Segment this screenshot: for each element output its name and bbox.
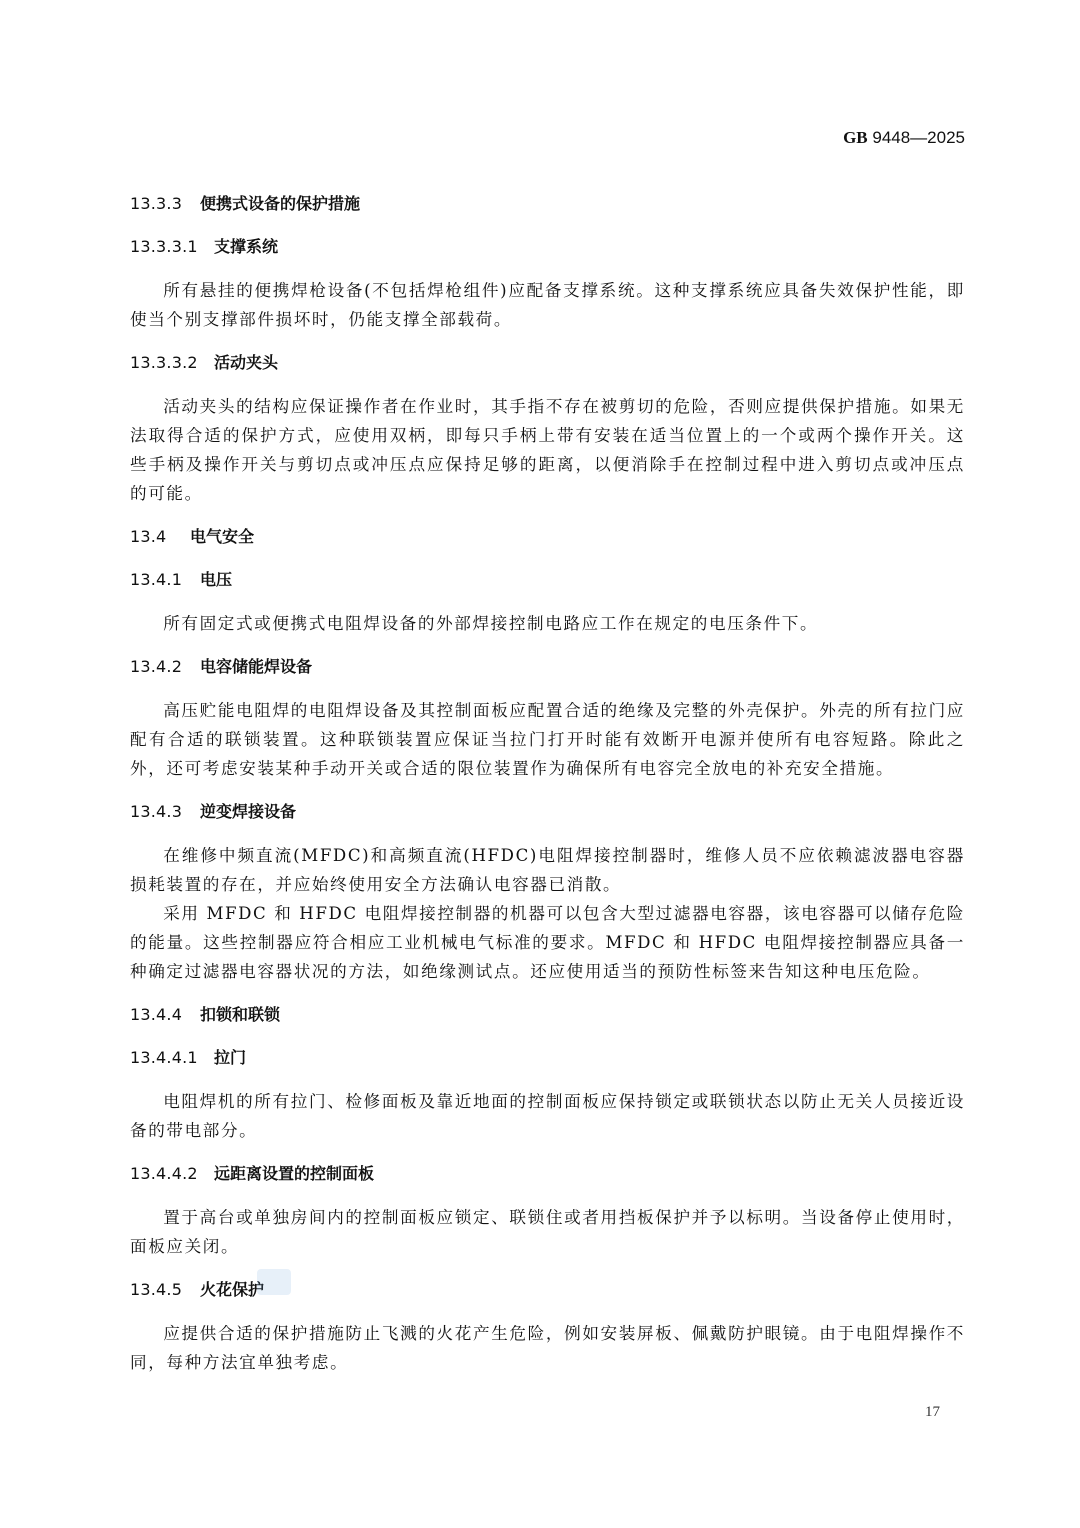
section-number: 13.4.1 — [130, 570, 183, 589]
section-number: 13.3.3 — [130, 194, 183, 213]
section-number: 13.3.3.1 — [130, 237, 198, 256]
paragraph: 在维修中频直流(MFDC)和高频直流(HFDC)电阻焊接控制器时，维修人员不应依赖滤波器电容器损耗装置的存在，并应始终使用安全方法确认电容器已消散。 — [130, 846, 965, 894]
paragraph: 应提供合适的保护措施防止飞溅的火花产生危险，例如安装屏板、佩戴防护眼镜。由于电阻焊操作不同，每种方法宜单独考虑。 — [130, 1324, 965, 1372]
paragraph: 所有固定式或便携式电阻焊设备的外部焊接控制电路应工作在规定的电压条件下。 — [163, 614, 819, 633]
section-heading — [130, 349, 965, 377]
section-heading — [130, 1044, 965, 1072]
section-title: 支撑系统 — [214, 237, 279, 256]
section-heading — [130, 653, 965, 681]
section-number: 13.4.4 — [130, 1005, 183, 1024]
document-body — [130, 190, 965, 1377]
standard-header — [843, 128, 965, 148]
section-title: 电压 — [200, 570, 233, 589]
paragraph: 电阻焊机的所有拉门、检修面板及靠近地面的控制面板应保持锁定或联锁状态以防止无关人员接近设备的带电部分。 — [130, 1092, 965, 1140]
section-number: 13.3.3.2 — [130, 353, 198, 372]
section-title: 电容储能焊设备 — [200, 657, 313, 676]
section-number: 13.4 — [130, 527, 167, 546]
section-heading — [130, 566, 965, 594]
section-number: 13.4.3 — [130, 802, 183, 821]
paragraph: 高压贮能电阻焊的电阻焊设备及其控制面板应配置合适的绝缘及完整的外壳保护。外壳的所有拉门应配有合适的联锁装置。这种联锁装置应保证当拉门打开时能有效断开电源并使所有电容短路。除此之外，还可考虑安装某种手动开关或合适的限位装置作为确保所有电容完全放电的补充安全措施。 — [130, 701, 965, 778]
standard-number: 9448—2025 — [872, 128, 965, 147]
section-heading — [130, 798, 965, 826]
section-heading — [130, 1160, 965, 1188]
section-title: 活动夹头 — [214, 353, 279, 372]
section-title: 远距离设置的控制面板 — [214, 1164, 375, 1183]
section-heading — [130, 1276, 965, 1304]
page-number: 17 — [925, 1404, 940, 1420]
section-title: 拉门 — [214, 1048, 247, 1067]
paragraph: 采用 MFDC 和 HFDC 电阻焊接控制器的机器可以包含大型过滤器电容器，该电容器可以储存危险的能量。这些控制器应符合相应工业机械电气标准的要求。MFDC 和 HFDC 电阻焊接控制器应具备一种确定过滤器电容器状况的方法，如绝缘测试点。还应使用适当的预防性标签来告知这种电压危险。 — [130, 904, 965, 981]
section-number: 13.4.5 — [130, 1280, 183, 1299]
section-title: 电气安全 — [190, 527, 255, 546]
section-title: 便携式设备的保护措施 — [200, 194, 361, 213]
paragraph: 置于高台或单独房间内的控制面板应锁定、联锁住或者用挡板保护并予以标明。当设备停止使用时，面板应关闭。 — [130, 1208, 965, 1256]
section-heading — [130, 233, 965, 261]
section-title: 扣锁和联锁 — [200, 1005, 281, 1024]
paragraph: 所有悬挂的便携焊枪设备(不包括焊枪组件)应配备支撑系统。这种支撑系统应具备失效保护性能，即使当个别支撑部件损坏时，仍能支撑全部载荷。 — [130, 281, 965, 329]
section-number: 13.4.2 — [130, 657, 183, 676]
paragraph: 活动夹头的结构应保证操作者在作业时，其手指不存在被剪切的危险，否则应提供保护措施。如果无法取得合适的保护方式，应使用双柄，即每只手柄上带有安装在适当位置上的一个或两个操作开关。这些手柄及操作开关与剪切点或冲压点应保持足够的距离，以便消除手在控制过程中进入剪切点或冲压点的可能。 — [130, 397, 965, 503]
section-heading — [130, 1001, 965, 1029]
section-heading — [130, 190, 965, 218]
section-title: 逆变焊接设备 — [200, 802, 297, 821]
section-number: 13.4.4.1 — [130, 1048, 198, 1067]
watermark-logo — [257, 1269, 291, 1295]
standard-prefix: GB — [843, 128, 868, 147]
section-heading — [130, 523, 965, 551]
section-number: 13.4.4.2 — [130, 1164, 198, 1183]
section-title: 火花保护 — [200, 1280, 265, 1299]
